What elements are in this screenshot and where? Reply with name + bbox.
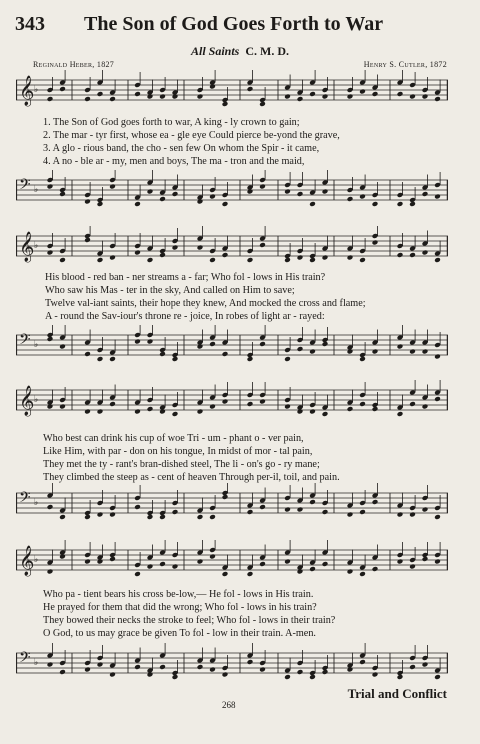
flat-icon: ♭ [34, 85, 39, 95]
tune-line [0, 44, 480, 59]
lyric-line: 1. The Son of God goes forth to war, A king - ly crown to gain; [43, 117, 300, 128]
flat-icon: ♭ [34, 658, 39, 668]
flat-icon: ♭ [34, 340, 39, 350]
treble-staff [16, 380, 448, 428]
notes [47, 325, 441, 362]
treble-staff [16, 226, 448, 274]
bass-staff [16, 483, 448, 529]
flat-icon: ♭ [34, 498, 39, 508]
clef-icon: 𝄢 [19, 176, 31, 197]
lyric-line: Like Him, with par - don on his tongue, In midst of mor - tal pain, [43, 446, 313, 457]
lyric-line: 4. A no - ble ar - my, men and boys, The ma - tron and the maid, [43, 156, 305, 167]
clef-icon: 𝄞 [19, 232, 35, 262]
notes [47, 483, 441, 520]
treble-staff [16, 70, 448, 118]
page-number: 268 [222, 700, 236, 710]
staff-lines [16, 493, 448, 513]
notes [47, 70, 441, 107]
treble-staff [16, 540, 448, 588]
lyric-line: 3. A glo - rious band, the cho - sen few On whom the Spir - it came, [43, 143, 320, 154]
lyric-line: O God, to us may grace be given To fol - low in their train. A-men. [43, 628, 316, 639]
clef-icon: 𝄞 [19, 386, 35, 416]
notes [47, 226, 441, 263]
staff-lines [16, 550, 448, 570]
staff-lines [16, 80, 448, 100]
clef-icon: 𝄢 [19, 489, 31, 510]
staff-lines [16, 390, 448, 410]
lyric-line: They climbed the steep as - cent of heaven Through per-il, toil, and pain. [43, 472, 340, 483]
notes [47, 170, 441, 207]
hymn-number: 343 [15, 13, 45, 35]
lyric-line: Who saw his Mas - ter in the sky, And called on Him to save; [45, 285, 295, 296]
lyric-line: They bowed their necks the stroke to feel; Who fol - lows in their train? [43, 615, 336, 626]
clef-icon: 𝄢 [19, 649, 31, 670]
notes [47, 540, 441, 577]
lyric-line: His blood - red ban - ner streams a - far; Who fol - lows in His train? [45, 272, 326, 283]
lyric-line: Who pa - tient bears his cross be-low,— He fol - lows in His train. [43, 589, 314, 600]
lyric-line: 2. The mar - tyr first, whose ea - gle eye Could pierce be-yond the grave, [43, 130, 340, 141]
lyric-line: Who best can drink his cup of woe Tri - um - phant o - ver pain, [43, 433, 304, 444]
clef-icon: 𝄢 [19, 331, 31, 352]
flat-icon: ♭ [34, 555, 39, 565]
author-credit: Reginald Heber, 1827 [33, 60, 115, 69]
flat-icon: ♭ [34, 395, 39, 405]
staff-lines [16, 653, 448, 673]
lyric-line: He prayed for them that did the wrong; Who fol - lows in his train? [43, 602, 317, 613]
tune-name: All Saints [190, 44, 240, 58]
meter: C. M. D. [245, 44, 290, 58]
bass-staff [16, 325, 448, 371]
staff-lines [16, 236, 448, 256]
notes [47, 643, 441, 680]
flat-icon: ♭ [34, 241, 39, 251]
lyric-line: They met the ty - rant's bran-dished steel, The li - on's go - ry mane; [43, 459, 320, 470]
staff-lines [16, 180, 448, 200]
lyric-line: Twelve val-iant saints, their hope they knew, And mocked the cross and flame; [45, 298, 366, 309]
staff-lines [16, 335, 448, 355]
hymn-title: The Son of God Goes Forth to War [84, 13, 384, 35]
bass-staff [16, 170, 448, 216]
clef-icon: 𝄞 [19, 76, 35, 106]
clef-icon: 𝄞 [19, 546, 35, 576]
section-title: Trial and Conflict [347, 686, 447, 701]
flat-icon: ♭ [34, 185, 39, 195]
lyric-line: A - round the Sav-iour's throne re - joice, In robes of light ar - rayed: [45, 311, 325, 322]
composer-credit: Henry S. Cutler, 1872 [363, 60, 447, 69]
bass-staff [16, 643, 448, 689]
notes [47, 380, 441, 417]
